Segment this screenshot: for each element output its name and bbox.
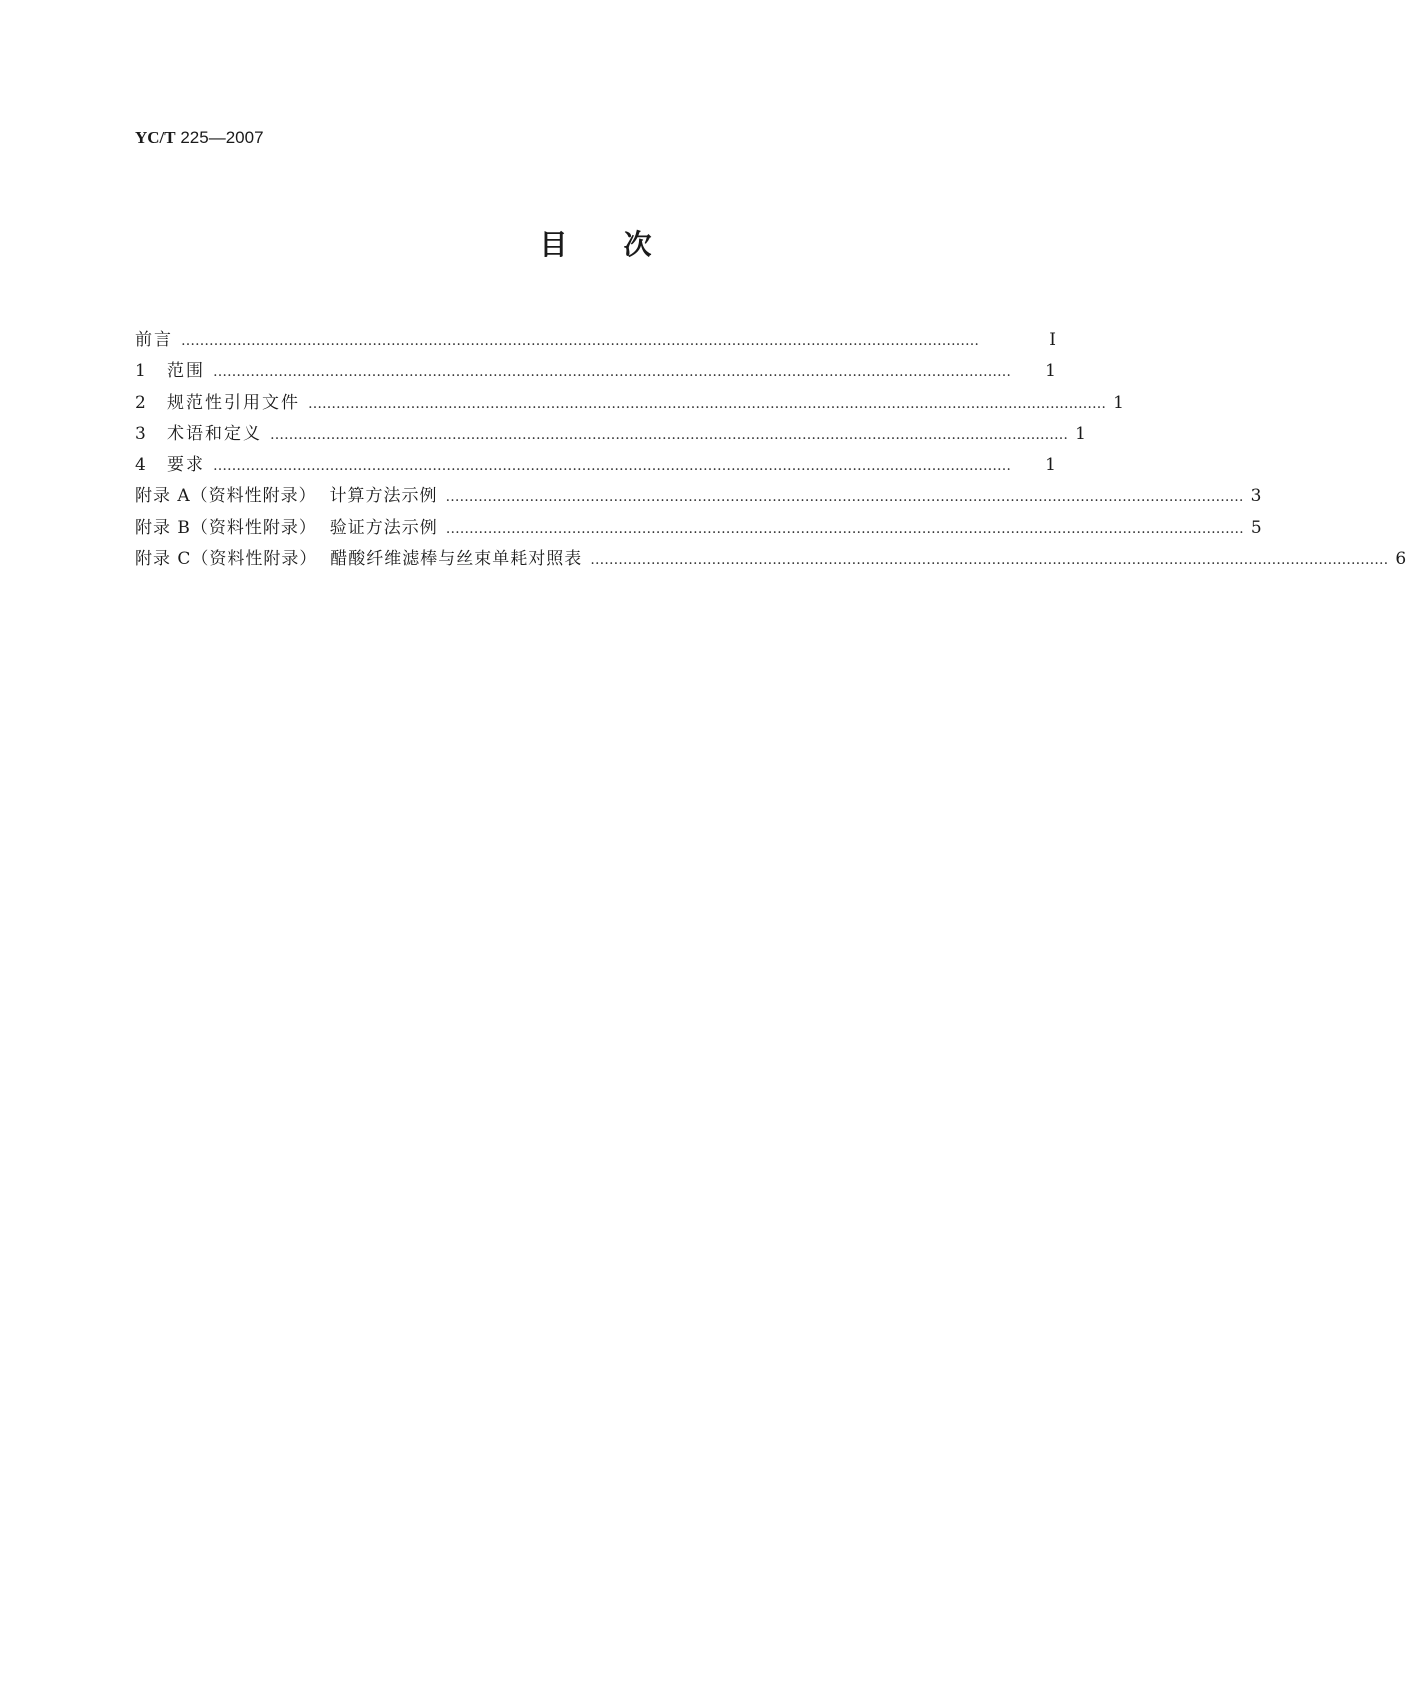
toc-page-number: Ⅰ [1049,330,1056,350]
toc-leader-dots: ……………………………………………………………………………………………………………………………………………………… [308,395,1106,412]
toc-leader-dots: ……………………………………………………………………………………………………………………………………………………… [270,426,1068,443]
page-title: 目次 [539,228,708,261]
toc-entry-annex-a[interactable] [135,484,1262,515]
toc-leader-dots: ……………………………………………………………………………………………………………………………………………………… [181,333,979,349]
toc-page-number: 6 [1395,549,1406,570]
toc-entry-foreword[interactable] [135,328,1056,359]
toc-page-number: 1 [1075,423,1086,444]
toc-entry-scope[interactable] [135,359,1056,390]
toc-entry-label: 附录 B（资料性附录） 验证方法示例 [135,517,438,538]
toc-entry-label: 3 术语和定义 [135,423,262,444]
toc-entry-label: 2 规范性引用文件 [135,392,300,413]
toc-entry-number: 2 [135,392,146,413]
toc-page-number: 1 [1045,455,1056,476]
standard-code-prefix: YC/T [135,128,176,147]
toc-page-number: 5 [1250,517,1262,538]
toc-entry-label: 前言 [135,330,173,350]
toc-entry-annex-b[interactable] [135,516,1262,547]
toc-leader-dots: ……………………………………………………………………………………………………………………………………………………… [445,489,1244,506]
toc-page-number: 1 [1045,361,1056,382]
toc-entry-number: 3 [135,423,146,444]
table-of-contents [135,328,1406,578]
standard-code-number: 225—2007 [175,128,264,147]
toc-leader-dots: ……………………………………………………………………………………………………………………………………………………… [590,552,1389,569]
standard-code [135,128,264,148]
toc-entry-normative-references[interactable] [135,391,1124,422]
toc-entry-label: 1 范围 [135,361,205,382]
toc-entry-label: 附录 A（资料性附录） 计算方法示例 [135,486,438,507]
toc-leader-dots: ……………………………………………………………………………………………………………………………………………………… [445,520,1244,537]
toc-page-number: 3 [1250,486,1262,507]
toc-entry-annex-c[interactable] [135,547,1406,578]
toc-leader-dots: ……………………………………………………………………………………………………………………………………………………… [213,364,1011,381]
toc-entry-number: 4 [135,455,146,476]
toc-entry-label: 4 要求 [135,455,205,476]
toc-page-number: 1 [1113,392,1124,413]
toc-leader-dots: ……………………………………………………………………………………………………………………………………………………… [213,458,1011,475]
toc-entry-label: 附录 C（资料性附录） 醋酸纤维滤棒与丝束单耗对照表 [135,549,583,570]
toc-entry-requirements[interactable] [135,453,1056,484]
toc-entry-terms-and-definitions[interactable] [135,422,1086,453]
toc-entry-number: 1 [135,361,146,382]
